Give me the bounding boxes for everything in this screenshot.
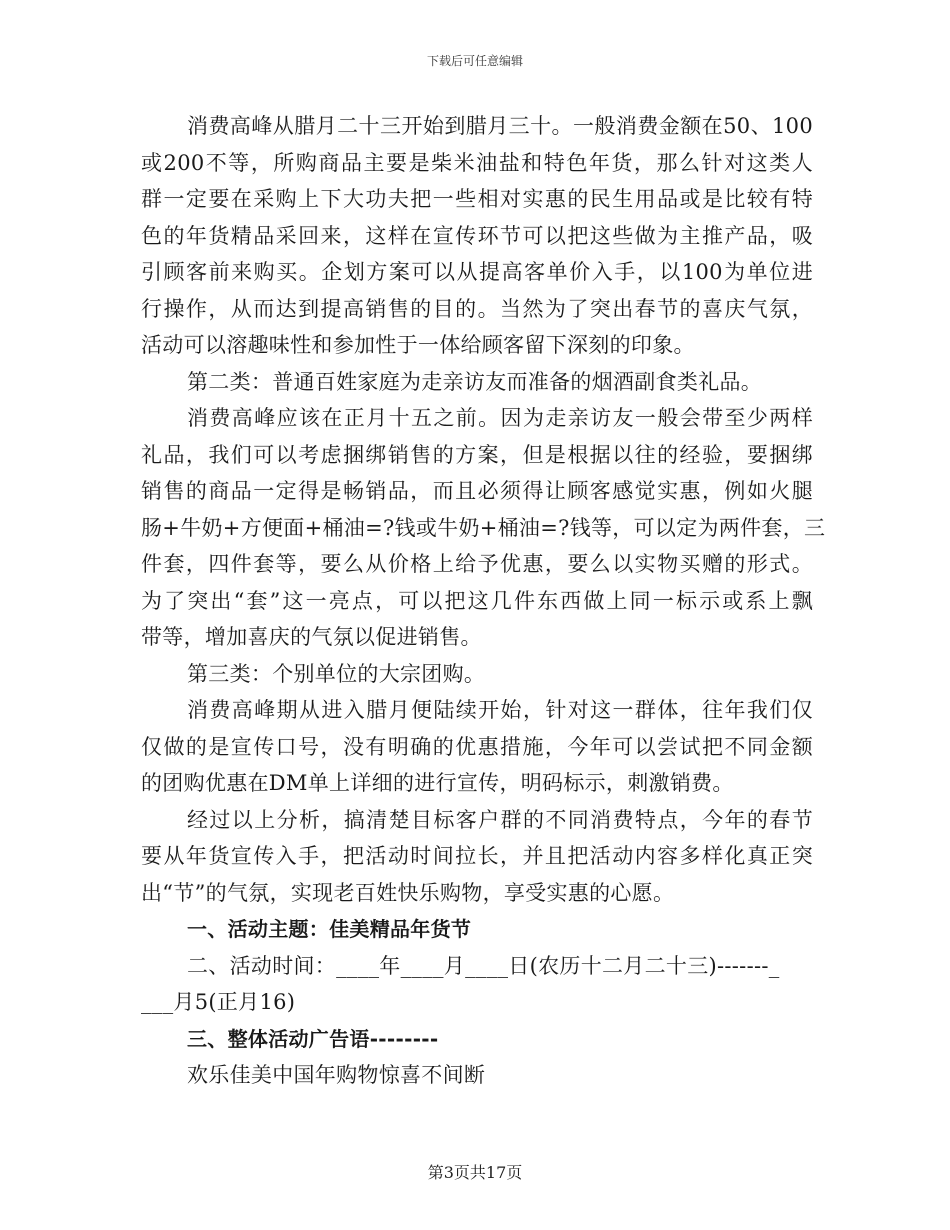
paragraph-line: 带等，增加喜庆的气氛以促进销售。 — [141, 625, 482, 649]
slogan-text: 欢乐佳美中国年购物惊喜不间断 — [187, 1063, 486, 1087]
document-body — [141, 108, 826, 1094]
paragraph-line: 色的年货精品采回来，这样在宣传环节可以把这些做为主推产品，吸 — [141, 223, 813, 248]
paragraph-line: 要从年货宣传入手，把活动时间拉长，并且把活动内容多样化真正突 — [141, 844, 813, 868]
paragraph-line: 肠+牛奶+方便面+桶油=?钱或牛奶+桶油=?钱等，可以定为两件套，三 — [141, 515, 826, 540]
paragraph-line: 件套，四件套等，要么从价格上给予优惠，要么以实物买赠的形式。 — [141, 552, 813, 576]
activity-time-line: 二、活动时间：____年____月____日(农历十二月二十三)-------_ — [187, 953, 780, 978]
paragraph-line: 消费高峰从腊月二十三开始到腊月三十。一般消费金额在50、100 — [187, 114, 813, 138]
paragraph-line: 引顾客前来购买。企划方案可以从提高客单价入手，以100为单位进 — [141, 260, 813, 284]
paragraph-line: 活动可以溶趣味性和参加性于一体给顾客留下深刻的印象。 — [141, 333, 695, 357]
activity-time-line-cont: ___月5(正月16) — [141, 990, 296, 1014]
paragraph-line: 经过以上分析，搞清楚目标客户群的不同消费特点，今年的春节 — [187, 807, 813, 832]
page-footer: 第3页共17页 — [427, 1163, 523, 1182]
category-heading: 第二类：普通百姓家庭为走亲访友而准备的烟酒副食类礼品。 — [187, 369, 763, 394]
paragraph-line: 群一定要在采购上下大功夫把一些相对实惠的民生用品或是比较有特 — [141, 187, 813, 211]
paragraph-line: 行操作，从而达到提高销售的目的。当然为了突出春节的喜庆气氛， — [141, 296, 813, 321]
paragraph-line: 消费高峰期从进入腊月便陆续开始，针对这一群体，往年我们仅 — [187, 698, 813, 722]
paragraph-line: 消费高峰应该在正月十五之前。因为走亲访友一般会带至少两样 — [187, 406, 813, 430]
paragraph-line: 或200不等，所购商品主要是柴米油盐和特色年货，那么针对这类人 — [141, 150, 813, 175]
section-heading-theme: 一、活动主题：佳美精品年货节 — [187, 917, 472, 941]
paragraph-line: 的团购优惠在DM单上详细的进行宣传，明码标示，刺激销费。 — [141, 771, 734, 795]
paragraph-line: 为了突出“套”这一亮点，可以把这几件东西做上同一标示或系上飘 — [141, 588, 813, 613]
section-heading-slogan: 三、整体活动广告语-------- — [187, 1026, 439, 1051]
category-heading: 第三类：个别单位的大宗团购。 — [187, 661, 486, 686]
paragraph-line: 销售的商品一定得是畅销品，而且必须得让顾客感觉实惠，例如火腿 — [141, 479, 813, 503]
paragraph-line: 礼品，我们可以考虑捆绑销售的方案，但是根据以往的经验，要捆绑 — [141, 442, 813, 467]
paragraph-line: 仅做的是宣传口号，没有明确的优惠措施，今年可以尝试把不同金额 — [141, 734, 813, 759]
page-header: 下载后可任意编辑 — [426, 54, 523, 68]
paragraph-line: 出“节”的气氛，实现老百姓快乐购物，享受实惠的心愿。 — [141, 880, 675, 905]
